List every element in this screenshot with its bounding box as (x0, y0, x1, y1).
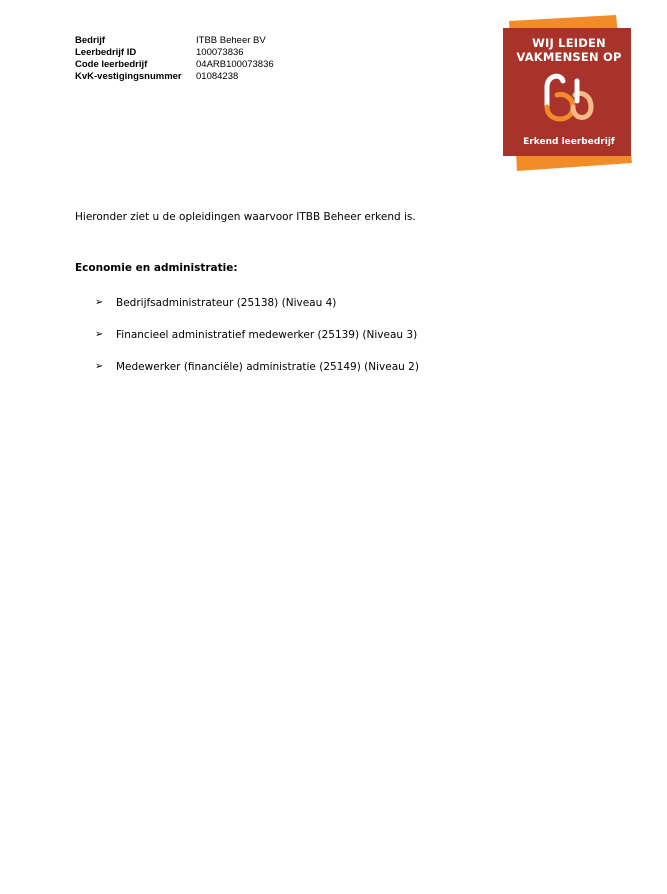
intro-text: Hieronder ziet u de opleidingen waarvoor ITBB Beheer erkend is. (75, 211, 416, 223)
info-row-code-leerbedrijf (75, 59, 274, 71)
info-label: Leerbedrijf ID (75, 47, 137, 58)
info-value: 01084238 (196, 71, 239, 82)
info-value: 100073836 (196, 47, 244, 58)
info-row-leerbedrijf-id (75, 47, 274, 59)
course-label: Financieel administratief medewerker (25139) (Niveau 3) (116, 329, 418, 341)
info-value: ITBB Beheer BV (196, 35, 266, 46)
list-item (95, 287, 419, 319)
erkend-leerbedrijf-logo (489, 15, 649, 175)
section-title: Economie en administratie: (75, 262, 238, 274)
logo-text-line2: VAKMENSEN OP (516, 50, 622, 64)
info-label: Bedrijf (75, 35, 106, 46)
course-list (95, 287, 419, 383)
arrowhead-bullet-icon: ➢ (95, 297, 104, 308)
info-row-kvk (75, 71, 274, 83)
arrowhead-bullet-icon: ➢ (95, 361, 104, 372)
info-label: KvK-vestigingsnummer (75, 71, 182, 82)
logo-text-line1: WIJ LEIDEN (532, 36, 606, 50)
company-info-table (75, 35, 274, 83)
list-item (95, 319, 419, 351)
course-label: Medewerker (financiële) administratie (25149) (Niveau 2) (116, 361, 419, 373)
list-item (95, 351, 419, 383)
info-row-bedrijf (75, 35, 274, 47)
info-value: 04ARB100073836 (196, 59, 274, 70)
logo-text-bottom: Erkend leerbedrijf (523, 137, 615, 147)
info-label: Code leerbedrijf (75, 59, 148, 70)
arrowhead-bullet-icon: ➢ (95, 329, 104, 340)
course-label: Bedrijfsadministrateur (25138) (Niveau 4) (116, 297, 337, 309)
